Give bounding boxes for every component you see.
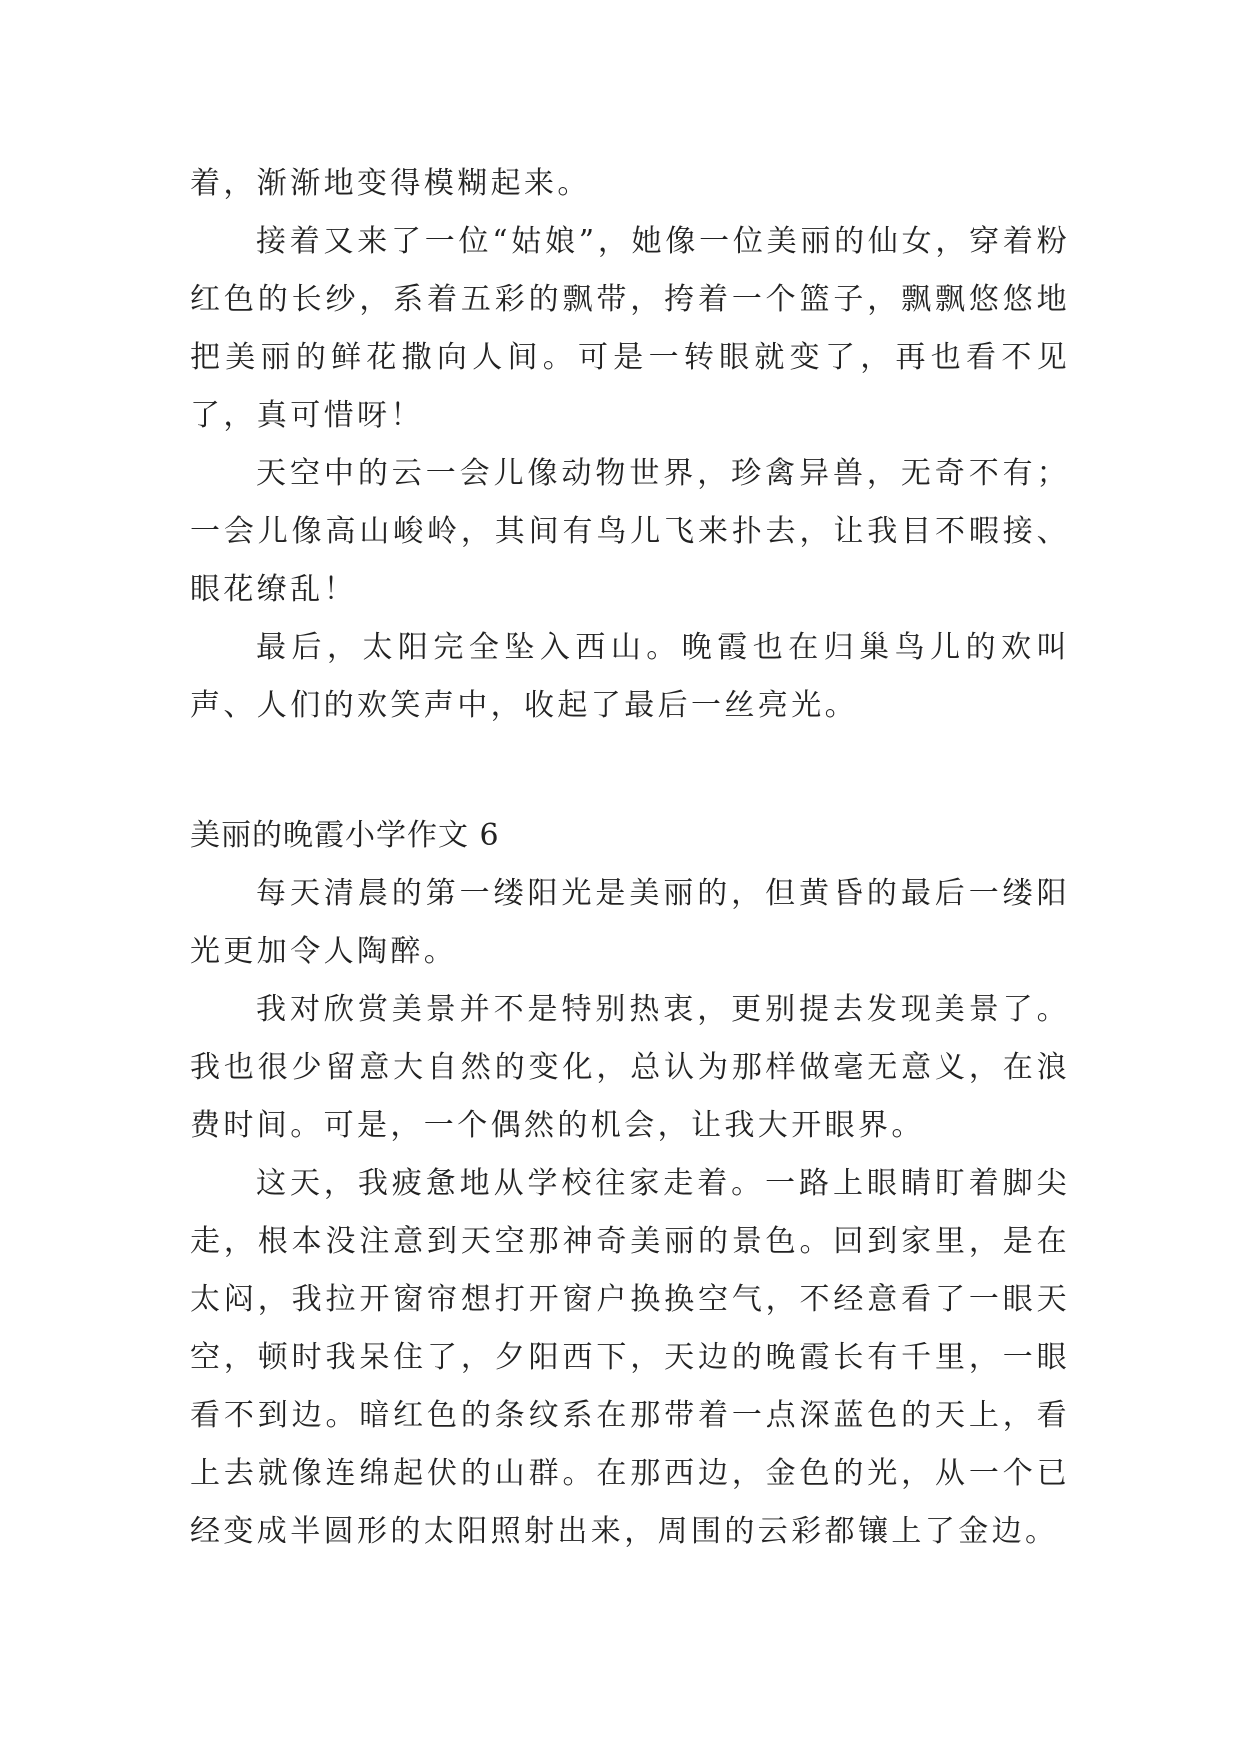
section-title: 美丽的晚霞小学作文 6 <box>190 818 500 853</box>
paragraph-continued: 着，渐渐地变得模糊起来。 <box>190 166 591 201</box>
paragraph: 接着又来了一位“姑娘”，她像一位美丽的仙女，穿着粉红色的长纱，系着五彩的飘带，挎着一个篮子，飘飘悠悠地把美丽的鲜花撒向人间。可是一转眼就变了，再也看不见了，真可惜呀！ <box>190 224 1070 433</box>
paragraph: 这天，我疲惫地从学校往家走着。一路上眼睛盯着脚尖走，根本没注意到天空那神奇美丽的景色。回到家里，是在太闷，我拉开窗帘想打开窗户换换空气，不经意看了一眼天空，顿时我呆住了，夕阳西下，天边的晚霞长有千里，一眼看不到边。暗红色的条纹系在那带着一点深蓝色的天上，看上去就像连绵起伏的山群。在那西边，金色的光，从一个已经变成半圆形的太阳照射出来，周围的云彩都镶上了金边。 <box>190 1166 1070 1549</box>
paragraph: 我对欣赏美景并不是特别热衷，更别提去发现美景了。我也很少留意大自然的变化，总认为那样做毫无意义，在浪费时间。可是，一个偶然的机会，让我大开眼界。 <box>190 992 1070 1143</box>
paragraph: 最后，太阳完全坠入西山。晚霞也在归巢鸟儿的欢叫声、人们的欢笑声中，收起了最后一丝亮光。 <box>190 630 1070 723</box>
paragraph: 每天清晨的第一缕阳光是美丽的，但黄昏的最后一缕阳光更加令人陶醉。 <box>190 876 1070 969</box>
paragraph: 天空中的云一会儿像动物世界，珍禽异兽，无奇不有；一会儿像高山峻岭，其间有鸟儿飞来扑去，让我目不暇接、眼花缭乱！ <box>190 456 1070 607</box>
document-page <box>190 155 1070 1561</box>
